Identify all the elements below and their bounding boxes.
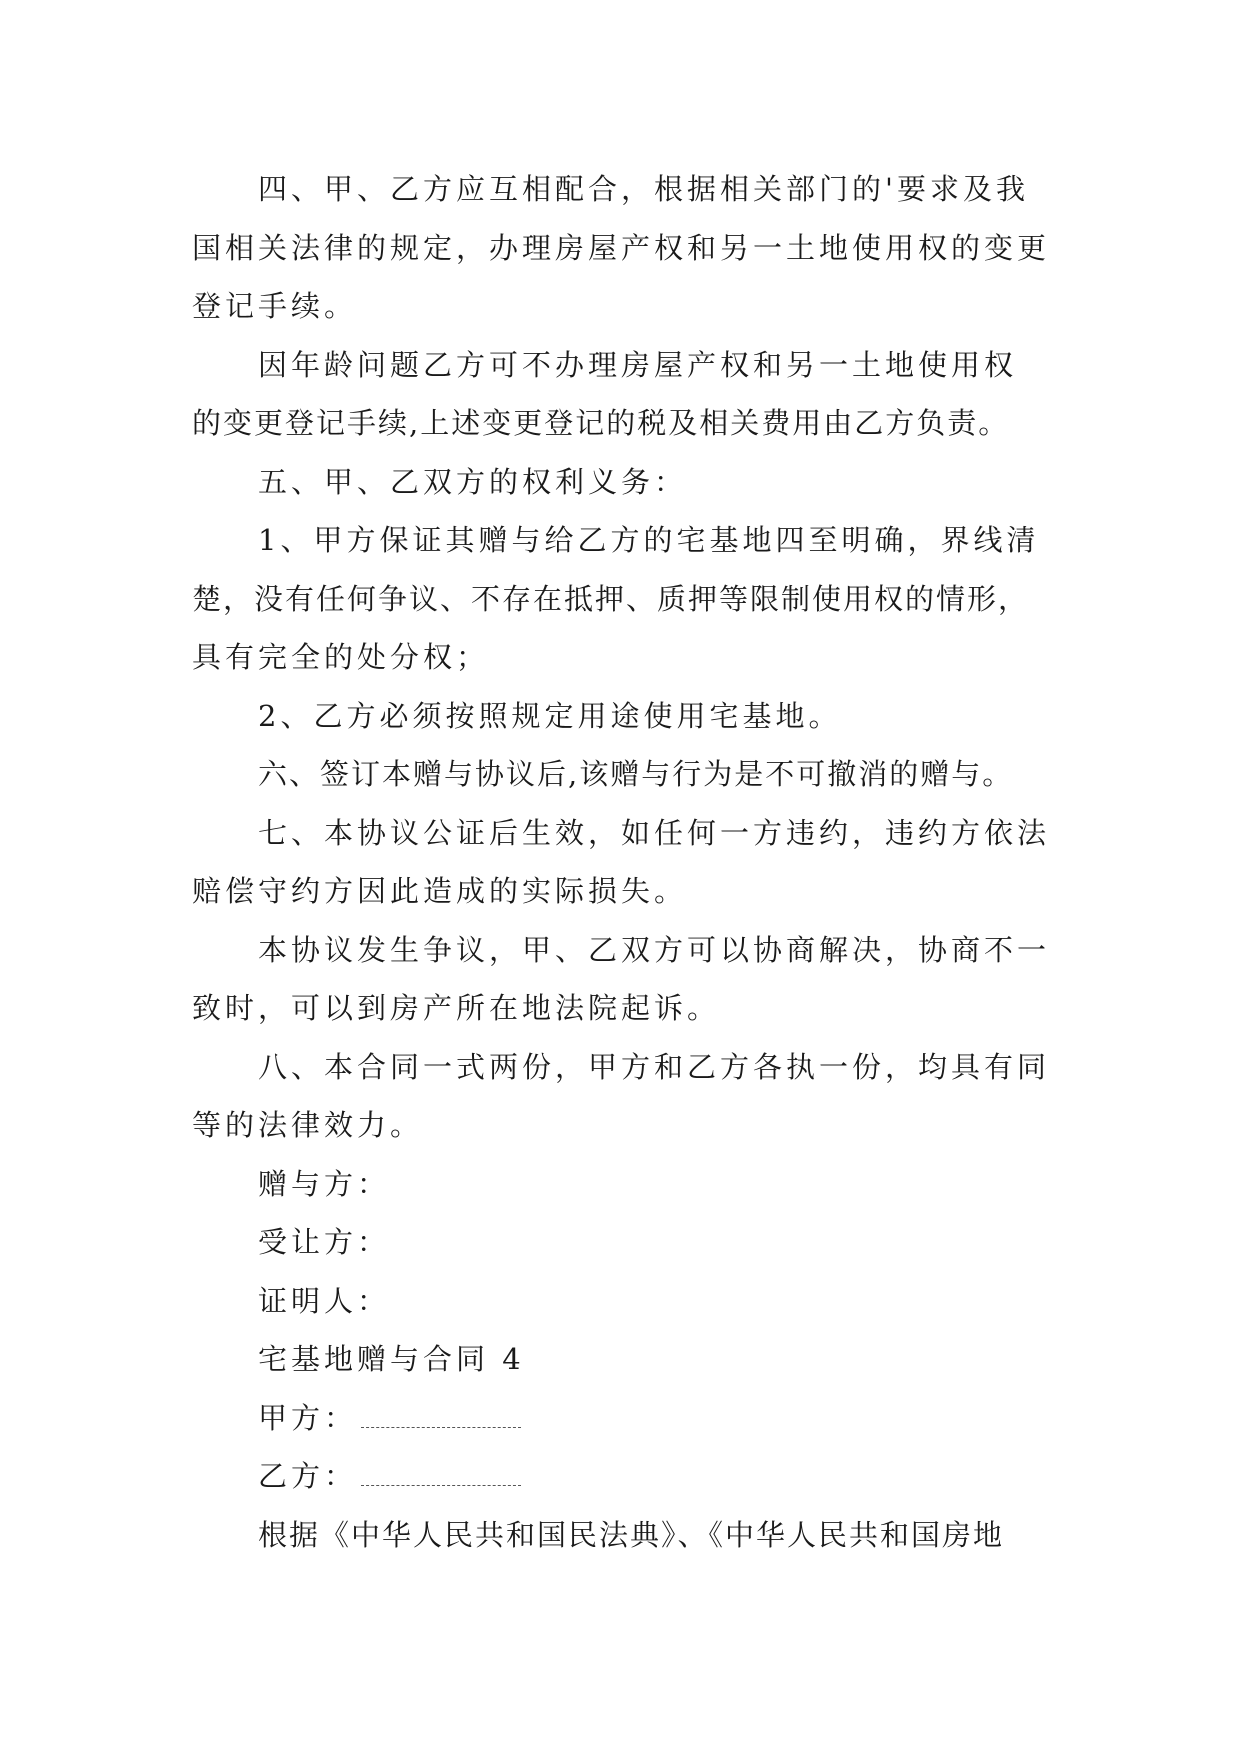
clause-4-line-3: 登记手续。 [192,289,358,323]
witness-label: 证明人： [258,1283,391,1318]
party-a-blank [361,1403,521,1428]
clause-5-item-1-line-2: 楚，没有任何争议、不存在抵押、质押等限制使用权的情形， [192,581,1030,616]
clause-4-line-2: 国相关法律的规定，办理房屋产权和另一土地使用权的变更 [192,230,1051,265]
document-body [192,160,1052,1564]
clause-4-line-1: 四、甲、乙方应互相配合，根据相关部门的'要求及我 [258,172,1029,206]
donee-label: 受让方： [258,1225,391,1259]
clause-5-heading: 五、甲、乙双方的权利义务： [258,464,688,499]
age-note-line-1: 因年龄问题乙方可不办理房屋产权和另一土地使用权 [258,347,1018,382]
contract-4-title: 宅基地赠与合同 4 [258,1342,525,1376]
clause-5-item-2: 2、乙方必须按照规定用途使用宅基地。 [258,698,842,733]
party-b-row [192,1447,1052,1506]
party-a-row [192,1389,1052,1448]
clause-6: 六、签订本赠与协议后,该赠与行为是不可撤消的赠与。 [258,757,1014,791]
party-b-label: 乙方： [258,1459,358,1493]
party-b-blank [361,1461,521,1486]
legal-basis-line: 根据《中华人民共和国民法典》、《中华人民共和国房地 [258,1517,1005,1552]
dispute-line-2: 致时，可以到房产所在地法院起诉。 [192,991,721,1025]
party-a-label: 甲方： [258,1400,358,1435]
clause-5-item-1-line-1: 1、甲方保证其赠与给乙方的宅基地四至明确，界线清 [258,523,1040,557]
donor-label: 赠与方： [258,1166,391,1201]
clause-5-item-1-line-3: 具有完全的处分权； [192,640,490,674]
age-note-line-2: 的变更登记手续,上述变更登记的税及相关费用由乙方负责。 [192,406,1010,440]
clause-8-line-2: 等的法律效力。 [192,1108,424,1142]
clause-8-line-1: 八、本合同一式两份，甲方和乙方各执一份，均具有同 [258,1049,1051,1084]
clause-7-line-2: 赔偿守约方因此造成的实际损失。 [192,874,688,908]
clause-7-line-1: 七、本协议公证后生效，如任何一方违约，违约方依法 [258,815,1051,850]
dispute-line-1: 本协议发生争议，甲、乙双方可以协商解决，协商不一 [258,932,1051,967]
